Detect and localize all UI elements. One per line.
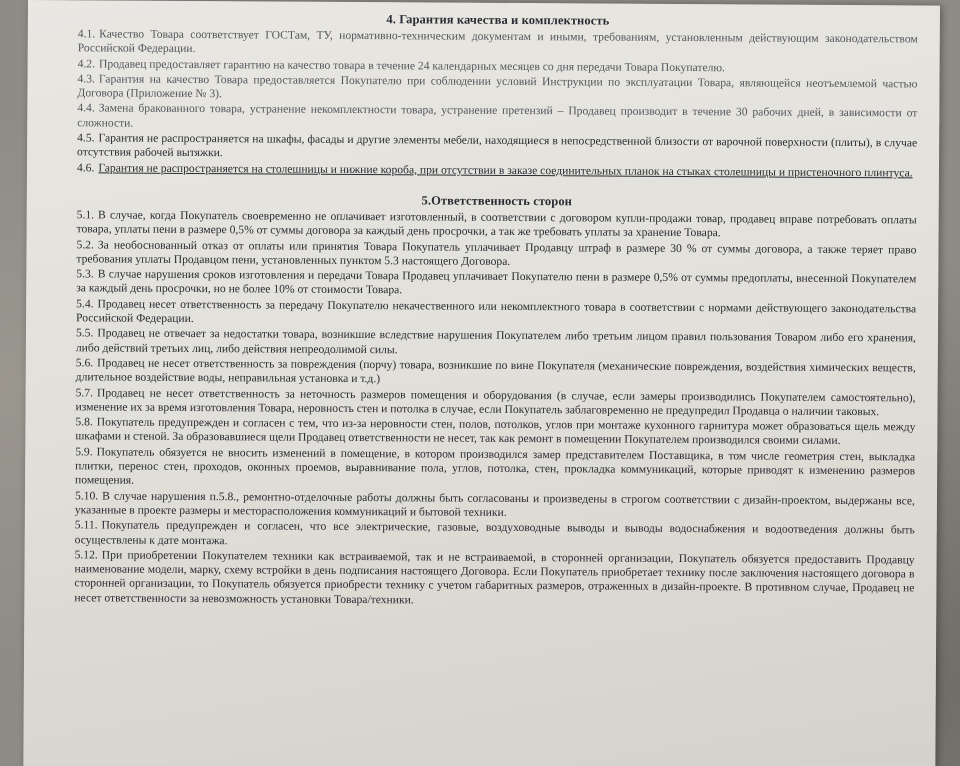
clause-5-11: 5.11. Покупатель предупрежден и согласен, что все электрические, газовые, воздуховодные выводы и выводы водоснабжения и водоотведения должны быть осуществлены к дате монтажа. [74,518,915,547]
clause-5-1: 5.1. В случае, когда Покупатель своевременно не оплачивает изготовленный, в соответствии с договором купли-продажи товар, продавец вправе потребовать оплаты товара, уплаты пени в размере 0,5% от суммы договора за каждый день просрочки, а так же требовать уплаты за хранение Товара. [76,208,917,240]
clause-5-4: 5.4. Продавец несет ответственность за передачу Покупателю некачественного или некомплектного товара в соответствии с нормами действующего законодательства Российской Федерации. [76,297,917,326]
clause-4-4: 4.4. Замена бракованного товара, устранение некомплектности товара, устранение претензий – Продавец производит в течение 30 рабочих дней, в зависимости от сложности. [77,101,918,130]
clause-5-8: 5.8. Покупатель предупрежден и согласен с тем, что из-за неровности стен, полов, потолков, углов при монтаже кухонного гарнитура может образоваться щель между шкафами и стеной. За образовавшиеся щели Продавец ответственности не несет, так как ремонт в помещении Покупателем производился своими силами. [75,415,916,448]
contract-page [23,0,940,766]
clause-4-2: 4.2. Продавец предоставляет гарантию на качество товара в течение 24 календарных месяцев со дня передачи Товара Покупателю. [77,56,726,74]
clause-4-6: 4.6. Гарантия не распространяется на столешницы и нижние короба, при отсутствии в заказе соединительных планок на стыках столешницы и пристеночного плинтуса. [76,160,913,180]
clause-5-9: 5.9. Покупатель обязуется не вносить изменений в помещение, в котором производился замер представителем Поставщика, в том числе геометрия стен, выкладка плитки, перенос стен, проходов, оконных проемов, выравнивание пола, углов, потолка, стен, прокладка коммуникаций, которые приводят к изменению размеров помещения. [75,445,916,487]
clause-5-7: 5.7. Продавец не несет ответственность за неточность размеров помещения и оборудования (в случае, если замеры производились Покупателем самостоятельно), изменение их за время изготовления Товара, неровность стен и потолка в случае, если Покупатель заблаговременно не предупредил Продавца о наличии таковых. [75,385,916,419]
clause-5-10: 5.10. В случае нарушения п.5.8., ремонтно-отделочные работы должны быть согласованы и произведены в строгом соответствии с дизайн-проектом, выдержаны все, указанные в проекте размеры и месторасположения коммуникаций и бытовой техники. [74,488,915,519]
section-5-heading: 5.Ответственность сторон [421,193,573,209]
clause-4-3: 4.3. Гарантия на качество Товара предоставляется Покупателю при соблюдении условий Инструкции по эксплуатации Товара, являющейся неотъемлемой частью Договора (Приложение № 3). [77,72,918,101]
clause-5-12: 5.12. При приобретении Покупателем техники как встраиваемой, так и не встраиваемой, в сторонней организации, Покупатель обязуется предоставить Продавцу наименование модели, марку, схему встройки в день подписания настоящего Договора. Если Покупатель приобретает технику после заключения настоящего договора в сторонней организации, то Покупатель обязуется приобрести технику с учетом габаритных размеров, отраженных в дизайн-проекте. В противном случае, Продавец не несет ответственности за невозможность установки Товара/техники. [74,548,915,607]
clause-4-5: 4.5. Гарантия не распространяется на шкафы, фасады и другие элементы мебели, находящиеся в непосредственной близости от варочной поверхности (плиты), в случае отсутствия рабочей вытяжки. [77,131,918,160]
clause-4-1: 4.1. Качество Товара соответствует ГОСТам, ТУ, нормативно-техническим документам и иными, требованиям, установленным действующим законодательством Российской Федерации. [77,27,918,56]
clause-5-5: 5.5. Продавец не отвечает за недостатки товара, возникшие вследствие нарушения Покупателем либо третьим лицом правил пользования Товаром либо его хранения, либо действий третьих лиц, либо действия непреодолимой силы. [75,326,916,356]
clause-5-2: 5.2. За необоснованный отказ от оплаты или принятия Товара Покупатель уплачивает Продавцу штраф в размере 30 % от суммы договора, а также теряет право требования уплаты Продавцом пени, установленных пунктом 5.3 настоящего Договора. [76,237,917,268]
clause-5-3: 5.3. В случае нарушения сроков изготовления и передачи Товара Продавец уплачивает Покупателю пени в размере 0,5% от суммы предоплаты, внесенной Покупателем за каждый день просрочки, но не более 10% от стоимости Товара. [76,267,917,297]
section-4-heading: 4. Гарантия качества и комплектность [386,12,610,28]
clause-5-6: 5.6. Продавец не несет ответственность за повреждения (порчу) товара, возникшие по вине Покупателя (механические повреждения, воздействия химических веществ, длительное воздействие воды, неправильная установка и т.д.) [75,356,916,386]
